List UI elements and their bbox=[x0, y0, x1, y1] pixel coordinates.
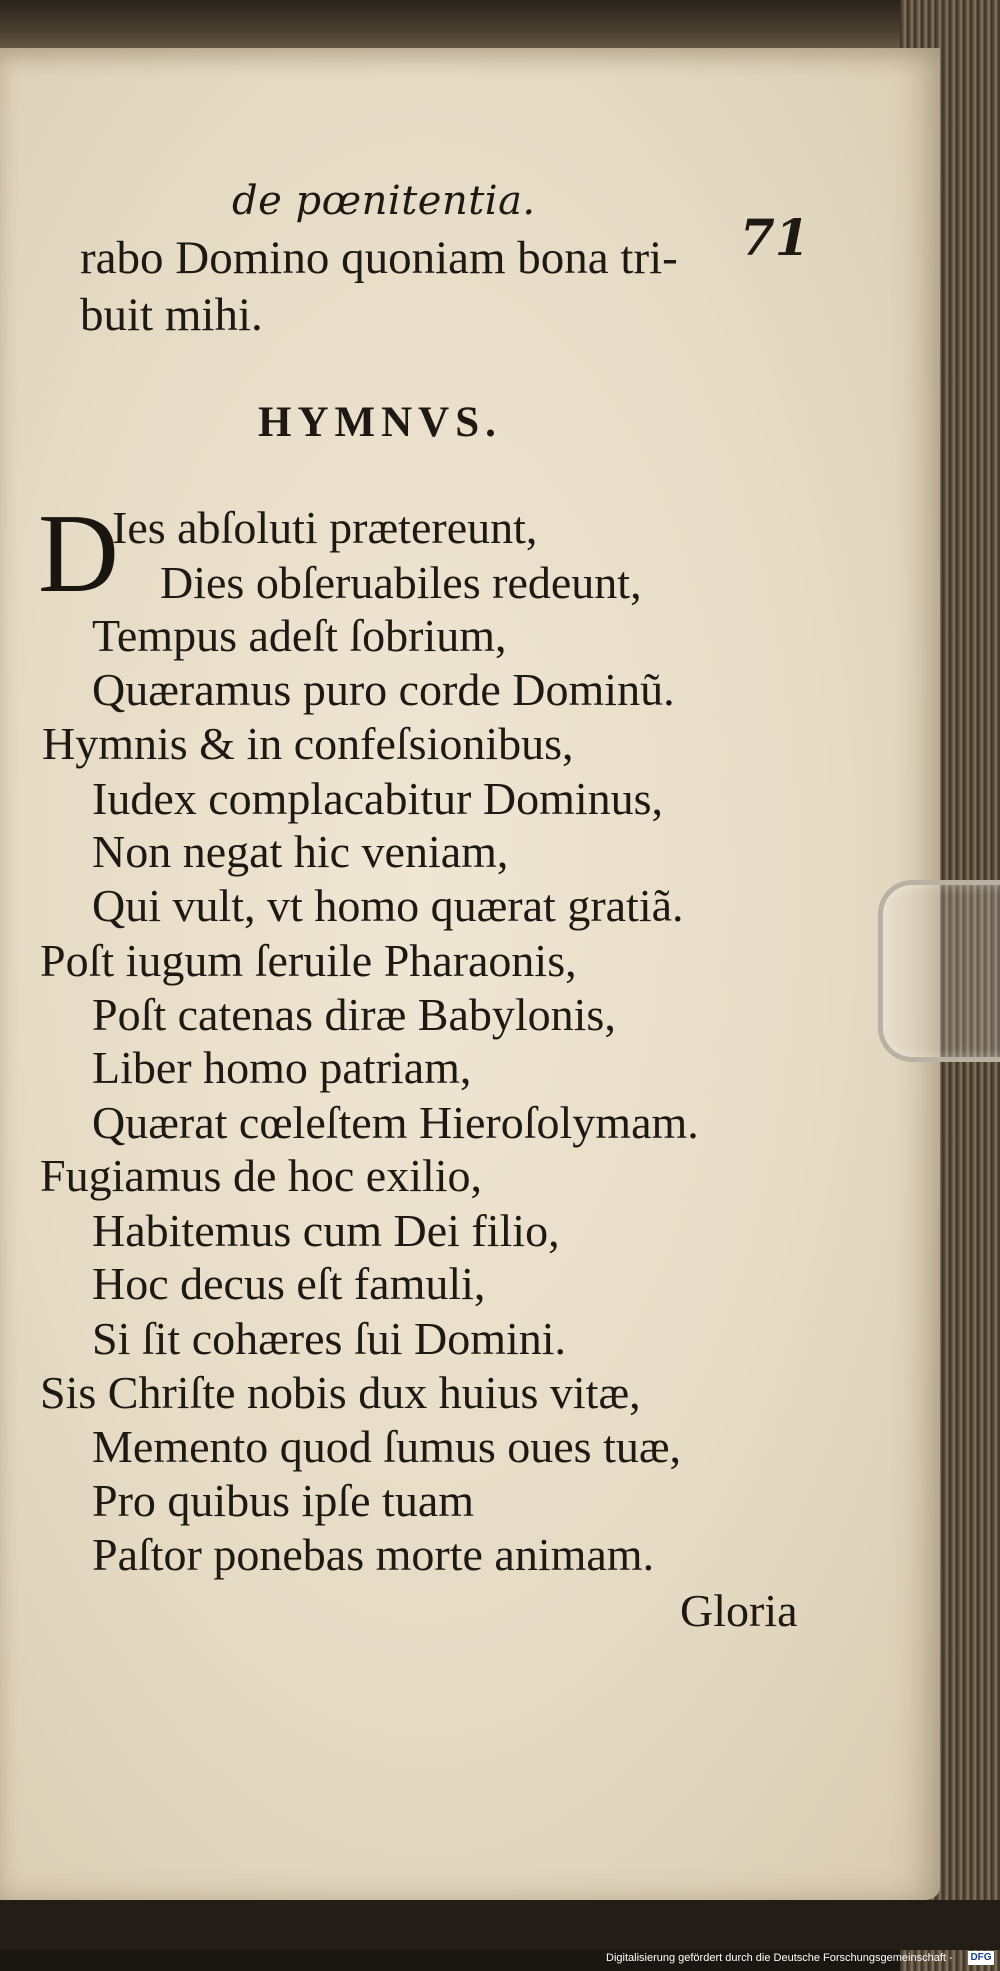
verse-line: Si ſit cohæres ſui Domini. bbox=[92, 1313, 567, 1364]
hymn-title: HYMNVS. bbox=[258, 399, 502, 446]
text-line: buit mihi. bbox=[80, 289, 263, 341]
verse-line: Quæramus puro corde Dominũ. bbox=[92, 664, 675, 715]
verse-line: Pro quibus ipſe tuam bbox=[92, 1475, 475, 1526]
verse-line: Habitemus cum Dei filio, bbox=[92, 1205, 560, 1256]
verse-line: Quærat cœleſtem Hieroſolymam. bbox=[92, 1097, 699, 1148]
verse-line: Memento quod ſumus oues tuæ, bbox=[92, 1421, 682, 1472]
verse-line: Hymnis & in confeſsionibus, bbox=[42, 718, 574, 769]
book-top-edge bbox=[0, 0, 1000, 52]
running-head: de pœnitentia. bbox=[232, 178, 536, 224]
dfg-logo: DFG bbox=[968, 1951, 994, 1965]
drop-cap-initial: D bbox=[38, 492, 119, 616]
verse-line: Ies abſoluti prætereunt, bbox=[112, 502, 538, 553]
verse-line: Fugiamus de hoc exilio, bbox=[40, 1150, 483, 1201]
verse-line: Tempus adeſt ſobrium, bbox=[92, 610, 507, 661]
bookmark-clip bbox=[878, 880, 1000, 1062]
verse-line: Poſt iugum ſeruile Pharaonis, bbox=[40, 935, 577, 986]
verse-line: Dies obſeruabiles redeunt, bbox=[160, 557, 642, 608]
page-number: 71 bbox=[740, 208, 810, 267]
digitization-credit: Digitalisierung gefördert durch die Deutsche Forschungsgemeinschaft - bbox=[606, 1952, 953, 1964]
verse-line: Paſtor ponebas morte animam. bbox=[92, 1529, 655, 1580]
text-line: rabo Domino quoniam bona tri- bbox=[80, 232, 678, 284]
verse-line: Non negat hic veniam, bbox=[92, 826, 509, 877]
verse-line: Sis Chriſte nobis dux huius vitæ, bbox=[40, 1367, 641, 1418]
book-bottom-edge bbox=[0, 1900, 1000, 1950]
verse-line: Liber homo patriam, bbox=[92, 1042, 472, 1093]
verse-line: Hoc decus eſt famuli, bbox=[92, 1258, 486, 1309]
verse-line: Iudex complacabitur Dominus, bbox=[92, 773, 664, 824]
catchword: Gloria bbox=[680, 1585, 798, 1636]
verse-line: Poſt catenas diræ Babylonis, bbox=[92, 989, 616, 1040]
verse-line: Qui vult, vt homo quærat gratiã. bbox=[92, 880, 684, 931]
